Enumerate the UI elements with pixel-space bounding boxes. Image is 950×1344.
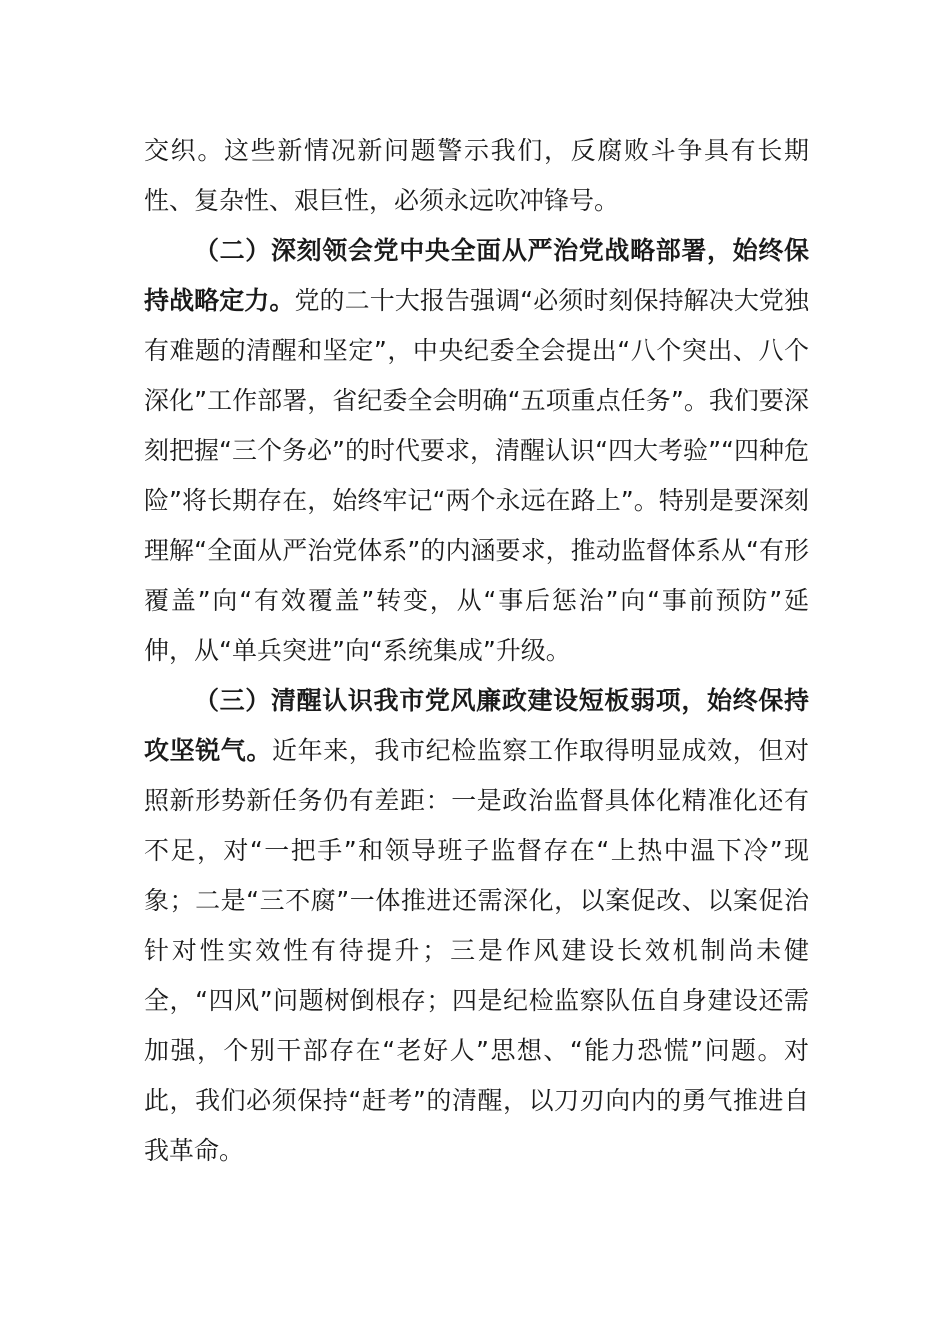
- paragraph-1: [144, 126, 809, 226]
- paragraph-3-body: 近年来，我市纪检监察工作取得明显成效，但对照新形势新任务仍有差距：一是政治监督具体化精准化还有不足，对“一把手”和领导班子监督存在“上热中温下冷”现象；二是“三不腐”一体推进还需深化，以案促改、以案促治针对性实效性有待提升；三是作风建设长效机制尚未健全，“四风”问题树倒根存；四是纪检监察队伍自身建设还需加强，个别干部存在“老好人”思想、“能力恐慌”问题。对此，我们必须保持“赶考”的清醒，以刀刃向内的勇气推进自我革命。: [144, 736, 809, 1165]
- paragraph-3: [144, 676, 809, 1176]
- document-body: [144, 126, 809, 1176]
- paragraph-2-body: 党的二十大报告强调“必须时刻保持解决大党独有难题的清醒和坚定”，中央纪委全会提出“八个突出、八个深化”工作部署，省纪委全会明确“五项重点任务”。我们要深刻把握“三个务必”的时代要求，清醒认识“四大考验”“四种危险”将长期存在，始终牢记“两个永远在路上”。特别是要深刻理解“全面从严治党体系”的内涵要求，推动监督体系从“有形覆盖”向“有效覆盖”转变，从“事后惩治”向“事前预防”延伸，从“单兵突进”向“系统集成”升级。: [144, 286, 809, 665]
- paragraph-3-heading: （三）清醒认识我市党风廉政建设短板弱项，始终保持攻坚锐气。: [144, 686, 809, 765]
- paragraph-2-heading: （二）深刻领会党中央全面从严治党战略部署，始终保持战略定力。: [144, 236, 809, 315]
- paragraph-2: [144, 226, 809, 676]
- paragraph-1-body: 交织。这些新情况新问题警示我们，反腐败斗争具有长期性、复杂性、艰巨性，必须永远吹冲锋号。: [144, 136, 809, 215]
